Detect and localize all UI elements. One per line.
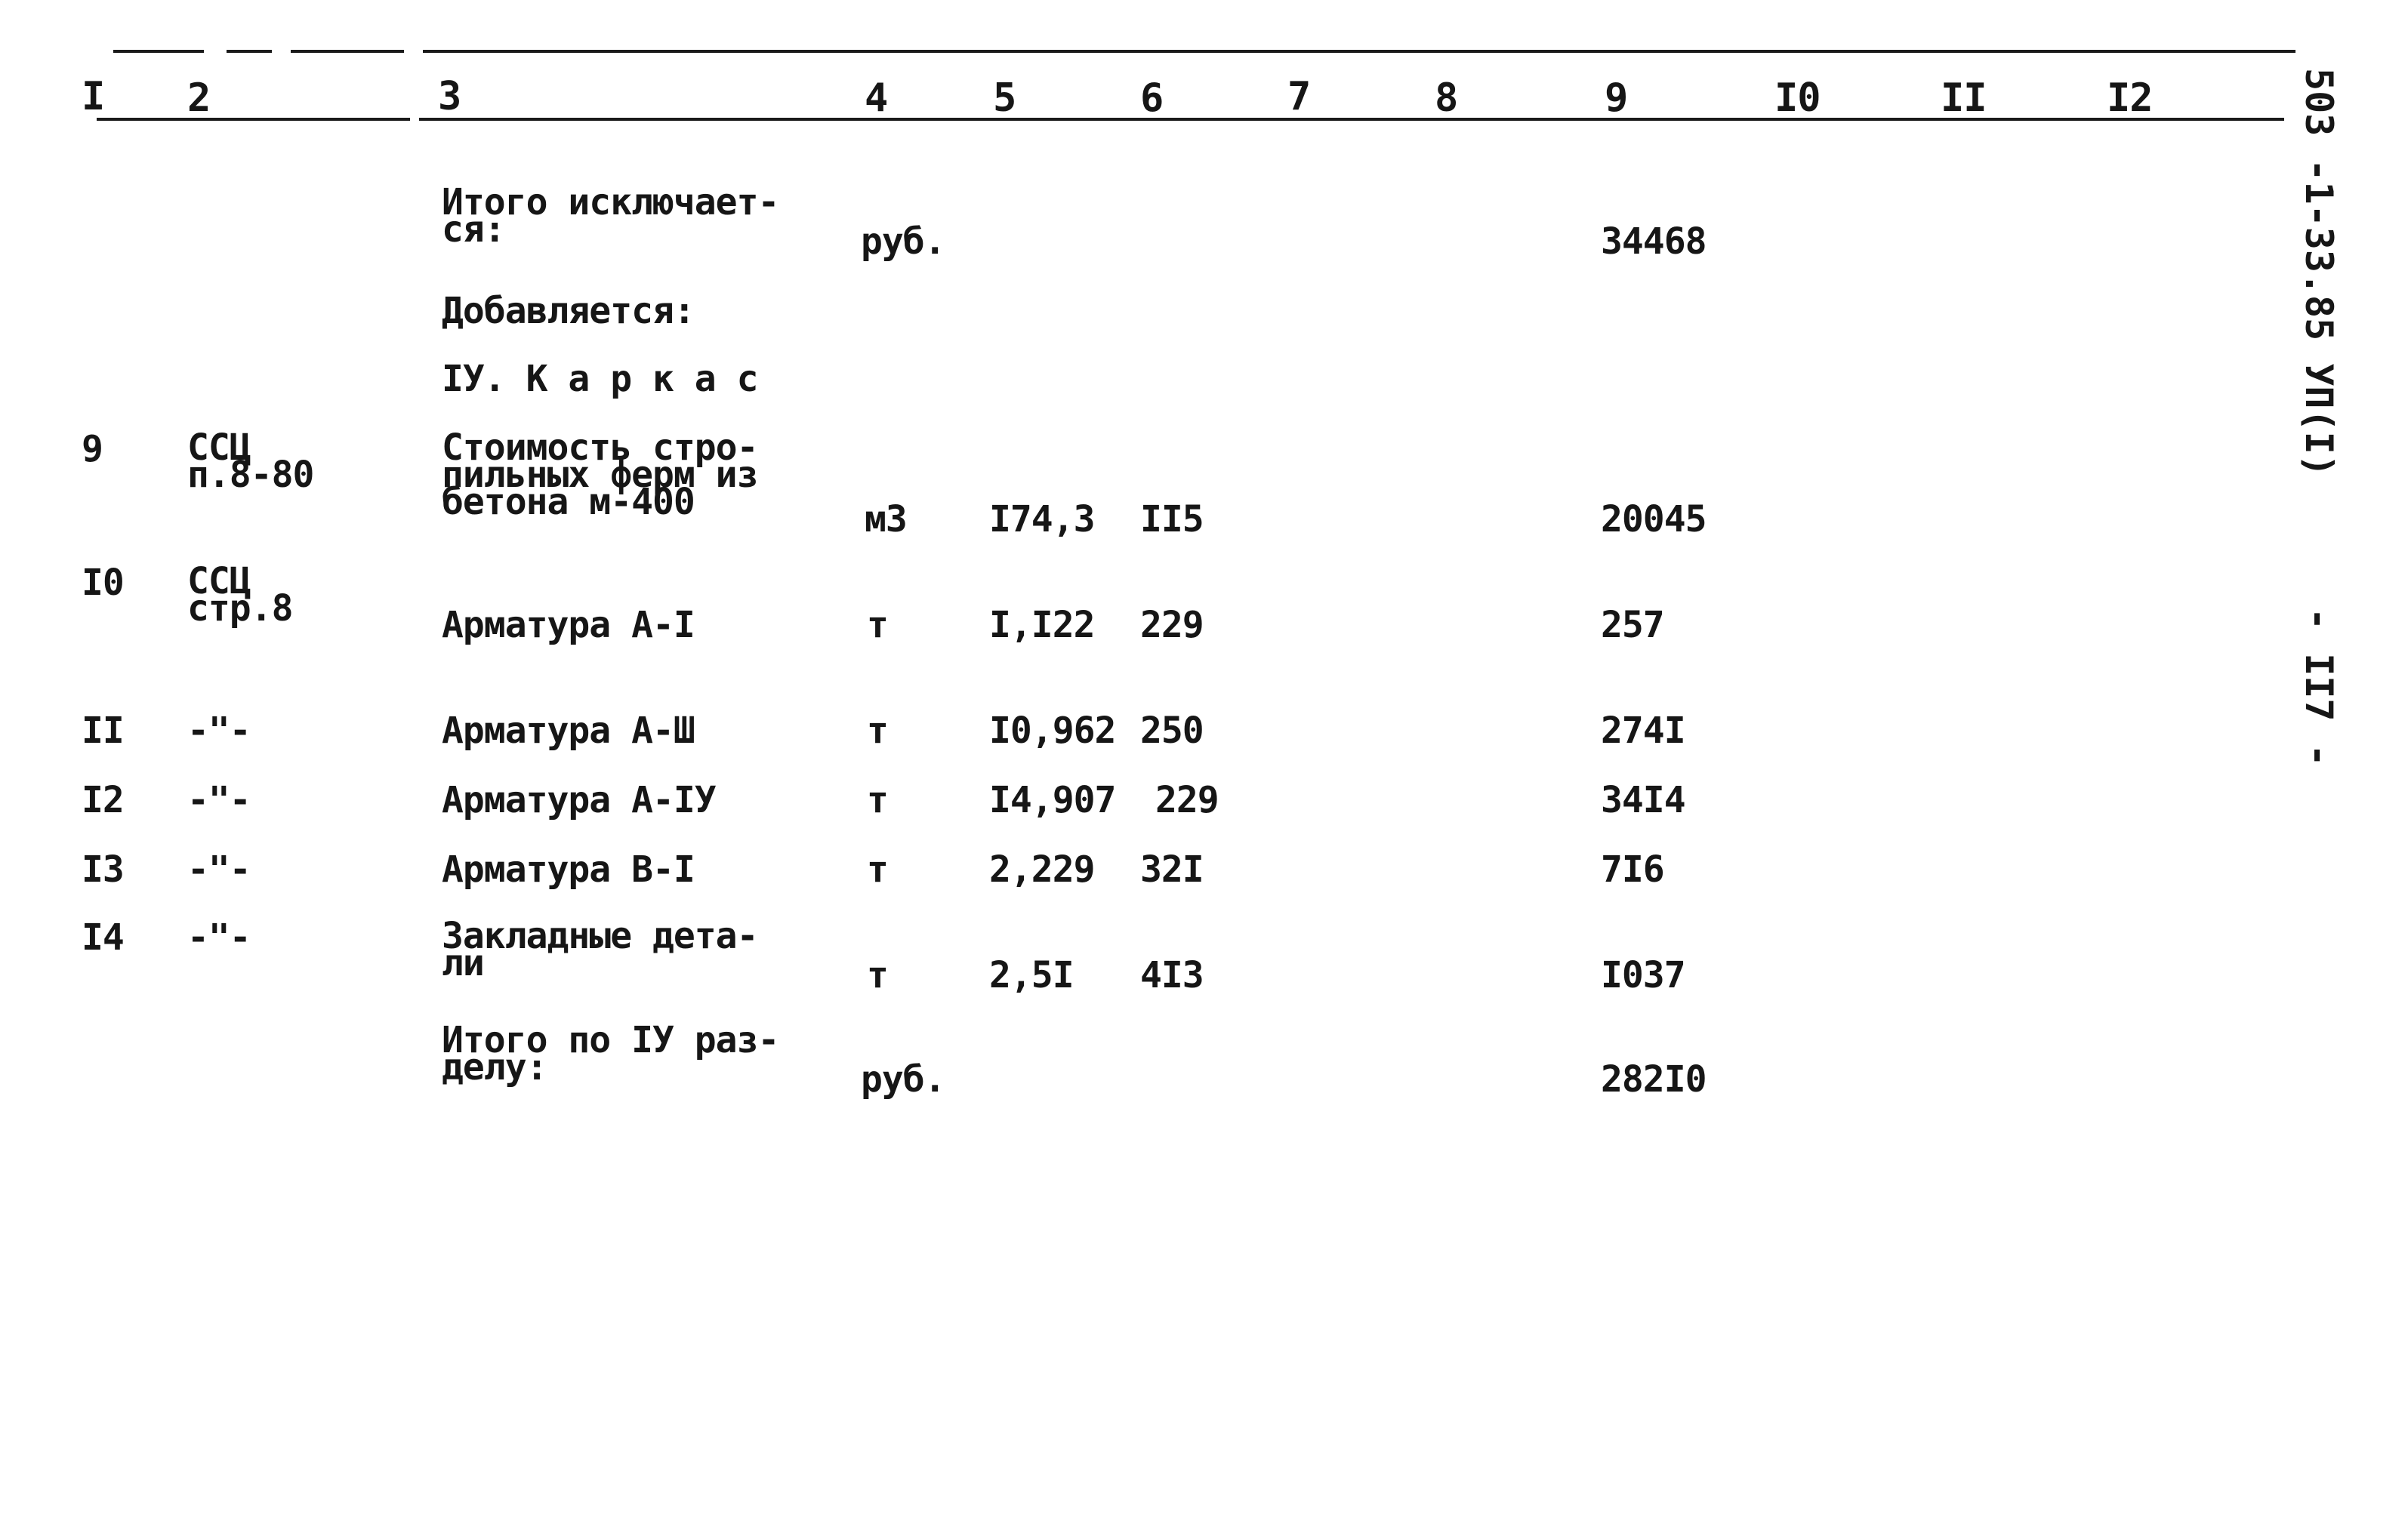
row-4-name: Арматура А-I bbox=[442, 604, 695, 646]
row-6-price: 229 bbox=[1155, 779, 1219, 821]
column-header-2: 2 bbox=[187, 75, 211, 121]
row-4-total: 257 bbox=[1601, 604, 1664, 646]
page-number: - II7 - bbox=[2297, 608, 2341, 767]
row-4-price: 229 bbox=[1140, 604, 1204, 646]
row-7-no: I3 bbox=[82, 848, 124, 891]
row-7-ref: -"- bbox=[187, 848, 251, 891]
row-8-no: I4 bbox=[82, 916, 124, 959]
row-6-ref: -"- bbox=[187, 779, 251, 821]
row-5-ref: -"- bbox=[187, 710, 251, 752]
column-header-5: 5 bbox=[993, 75, 1016, 121]
row-6-unit: т bbox=[867, 779, 888, 821]
row-1-name: Добавляется: bbox=[442, 290, 695, 332]
row-7-unit: т bbox=[867, 848, 888, 891]
row-6-total: 34I4 bbox=[1601, 779, 1685, 821]
row-4-qty: I,I22 bbox=[989, 604, 1095, 646]
row-8-name: Закладные дета- ли bbox=[442, 915, 758, 984]
row-7-price: 32I bbox=[1140, 848, 1204, 891]
row-8-qty: 2,5I bbox=[989, 954, 1074, 996]
row-9-unit: руб. bbox=[861, 1058, 945, 1101]
row-9-total: 282I0 bbox=[1601, 1058, 1707, 1101]
row-3-unit: м3 bbox=[865, 498, 907, 540]
top-rule-segment bbox=[113, 50, 204, 53]
row-4-ref: ССЦ стр.8 bbox=[187, 560, 293, 630]
top-rule-segment bbox=[227, 50, 272, 53]
column-header-4: 4 bbox=[865, 75, 888, 121]
row-7-name: Арматура В-I bbox=[442, 848, 695, 891]
column-header-3: 3 bbox=[438, 74, 461, 119]
row-3-total: 20045 bbox=[1601, 498, 1707, 540]
document-code: 503 -1-33.85 УП(I) bbox=[2297, 68, 2341, 477]
column-header-10: I0 bbox=[1774, 75, 1821, 121]
row-5-qty: I0,962 bbox=[989, 710, 1116, 752]
row-5-unit: т bbox=[867, 710, 888, 752]
column-header-7: 7 bbox=[1287, 74, 1311, 119]
row-5-name: Арматура А-Ш bbox=[442, 710, 695, 752]
row-3-qty: I74,3 bbox=[989, 498, 1095, 540]
row-0-name: Итого исключает- ся: bbox=[442, 181, 779, 251]
header-rule-segment bbox=[97, 118, 410, 121]
column-header-6: 6 bbox=[1140, 75, 1164, 121]
row-8-ref: -"- bbox=[187, 916, 251, 959]
row-9-name: Итого по IУ раз- делу: bbox=[442, 1019, 779, 1089]
row-8-price: 4I3 bbox=[1140, 954, 1204, 996]
column-header-1: I bbox=[82, 74, 105, 119]
row-3-ref: ССЦ п.8-80 bbox=[187, 426, 314, 496]
row-6-qty: I4,907 bbox=[989, 779, 1116, 821]
row-5-no: II bbox=[82, 710, 124, 752]
row-3-price: II5 bbox=[1140, 498, 1204, 540]
row-4-no: I0 bbox=[82, 562, 124, 604]
row-4-unit: т bbox=[867, 604, 888, 646]
row-3-no: 9 bbox=[82, 428, 103, 470]
row-8-total: I037 bbox=[1601, 954, 1685, 996]
row-5-price: 250 bbox=[1140, 710, 1204, 752]
row-6-no: I2 bbox=[82, 779, 124, 821]
top-rule bbox=[423, 50, 2295, 53]
row-5-total: 274I bbox=[1601, 710, 1685, 752]
column-header-9: 9 bbox=[1605, 75, 1628, 121]
row-0-unit: руб. bbox=[861, 220, 945, 263]
row-2-name: IУ. К а р к а с bbox=[442, 358, 758, 400]
row-0-total: 34468 bbox=[1601, 220, 1707, 263]
row-3-name: Стоимость стро- пильных ферм из бетона м-400 bbox=[442, 426, 758, 523]
header-rule bbox=[419, 118, 2284, 121]
top-rule-segment bbox=[291, 50, 404, 53]
column-header-8: 8 bbox=[1435, 75, 1458, 121]
row-7-qty: 2,229 bbox=[989, 848, 1095, 891]
row-6-name: Арматура А-IУ bbox=[442, 779, 716, 821]
row-8-unit: т bbox=[867, 954, 888, 996]
column-header-12: I2 bbox=[2107, 75, 2153, 121]
row-7-total: 7I6 bbox=[1601, 848, 1664, 891]
column-header-11: II bbox=[1941, 75, 1987, 121]
